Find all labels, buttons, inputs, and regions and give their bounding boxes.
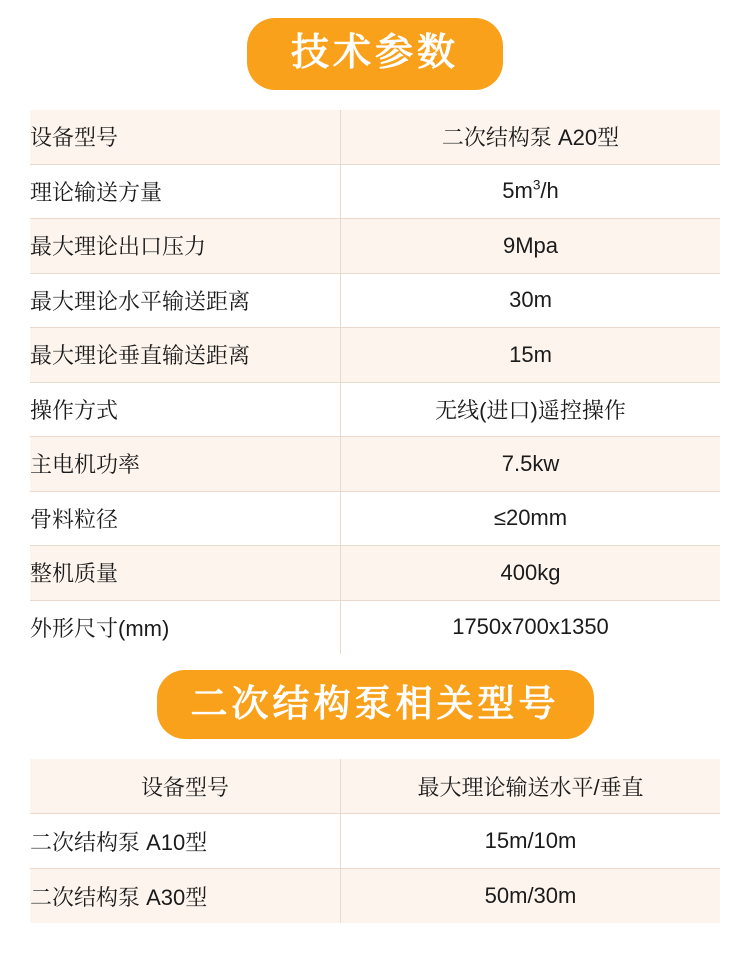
row-value: 1750x700x1350 bbox=[452, 614, 609, 640]
value-superscript: 3 bbox=[532, 177, 541, 193]
row-label: 二次结构泵 A10型 bbox=[30, 814, 341, 869]
table-row bbox=[30, 814, 720, 869]
related-models-banner-wrap bbox=[0, 654, 750, 739]
row-label: 整机质量 bbox=[30, 546, 341, 601]
table-row bbox=[30, 219, 720, 274]
row-value: 9Mpa bbox=[341, 219, 721, 274]
table-row bbox=[30, 328, 720, 383]
row-label: 外形尺寸(mm) bbox=[30, 600, 341, 654]
tech-params-banner-wrap bbox=[0, 0, 750, 90]
row-value: 15m/10m bbox=[341, 814, 721, 869]
table-row bbox=[30, 164, 720, 219]
row-label: 骨料粒径 bbox=[30, 491, 341, 546]
row-label: 设备型号 bbox=[30, 110, 341, 164]
table-row bbox=[30, 110, 720, 164]
row-value: 二次结构泵 A20型 bbox=[341, 110, 721, 164]
tech-params-table bbox=[30, 110, 720, 654]
table-row bbox=[30, 546, 720, 601]
column-header-distance: 最大理论输送水平/垂直 bbox=[341, 759, 721, 814]
table-header-row bbox=[30, 759, 720, 814]
value-tail: /h bbox=[540, 178, 559, 204]
row-label: 理论输送方量 bbox=[30, 164, 341, 219]
table-row bbox=[30, 491, 720, 546]
row-value: ≤20mm bbox=[341, 491, 721, 546]
row-label: 主电机功率 bbox=[30, 437, 341, 492]
table-row bbox=[30, 600, 720, 654]
row-value: 50m/30m bbox=[484, 883, 577, 908]
table-row bbox=[30, 273, 720, 328]
row-value: 7.5kw bbox=[341, 437, 721, 492]
row-value: 15m bbox=[341, 328, 721, 383]
row-value bbox=[341, 164, 721, 219]
section-title-related-models: 二次结构泵相关型号 bbox=[157, 670, 594, 739]
row-label: 最大理论水平输送距离 bbox=[30, 273, 341, 328]
row-value: 400kg bbox=[341, 546, 721, 601]
row-value: 无线(进口)遥控操作 bbox=[341, 382, 721, 437]
row-value: 30m bbox=[341, 273, 721, 328]
section-title-tech-params: 技术参数 bbox=[247, 18, 503, 90]
table-row bbox=[30, 382, 720, 437]
row-label: 最大理论垂直输送距离 bbox=[30, 328, 341, 383]
row-label: 最大理论出口压力 bbox=[30, 219, 341, 274]
row-label: 操作方式 bbox=[30, 382, 341, 437]
column-header-model: 设备型号 bbox=[30, 759, 341, 814]
table-row bbox=[30, 437, 720, 492]
related-models-table bbox=[30, 759, 720, 923]
value-base: 5m bbox=[502, 178, 533, 204]
row-label: 二次结构泵 A30型 bbox=[30, 869, 341, 924]
table-row bbox=[30, 869, 720, 924]
